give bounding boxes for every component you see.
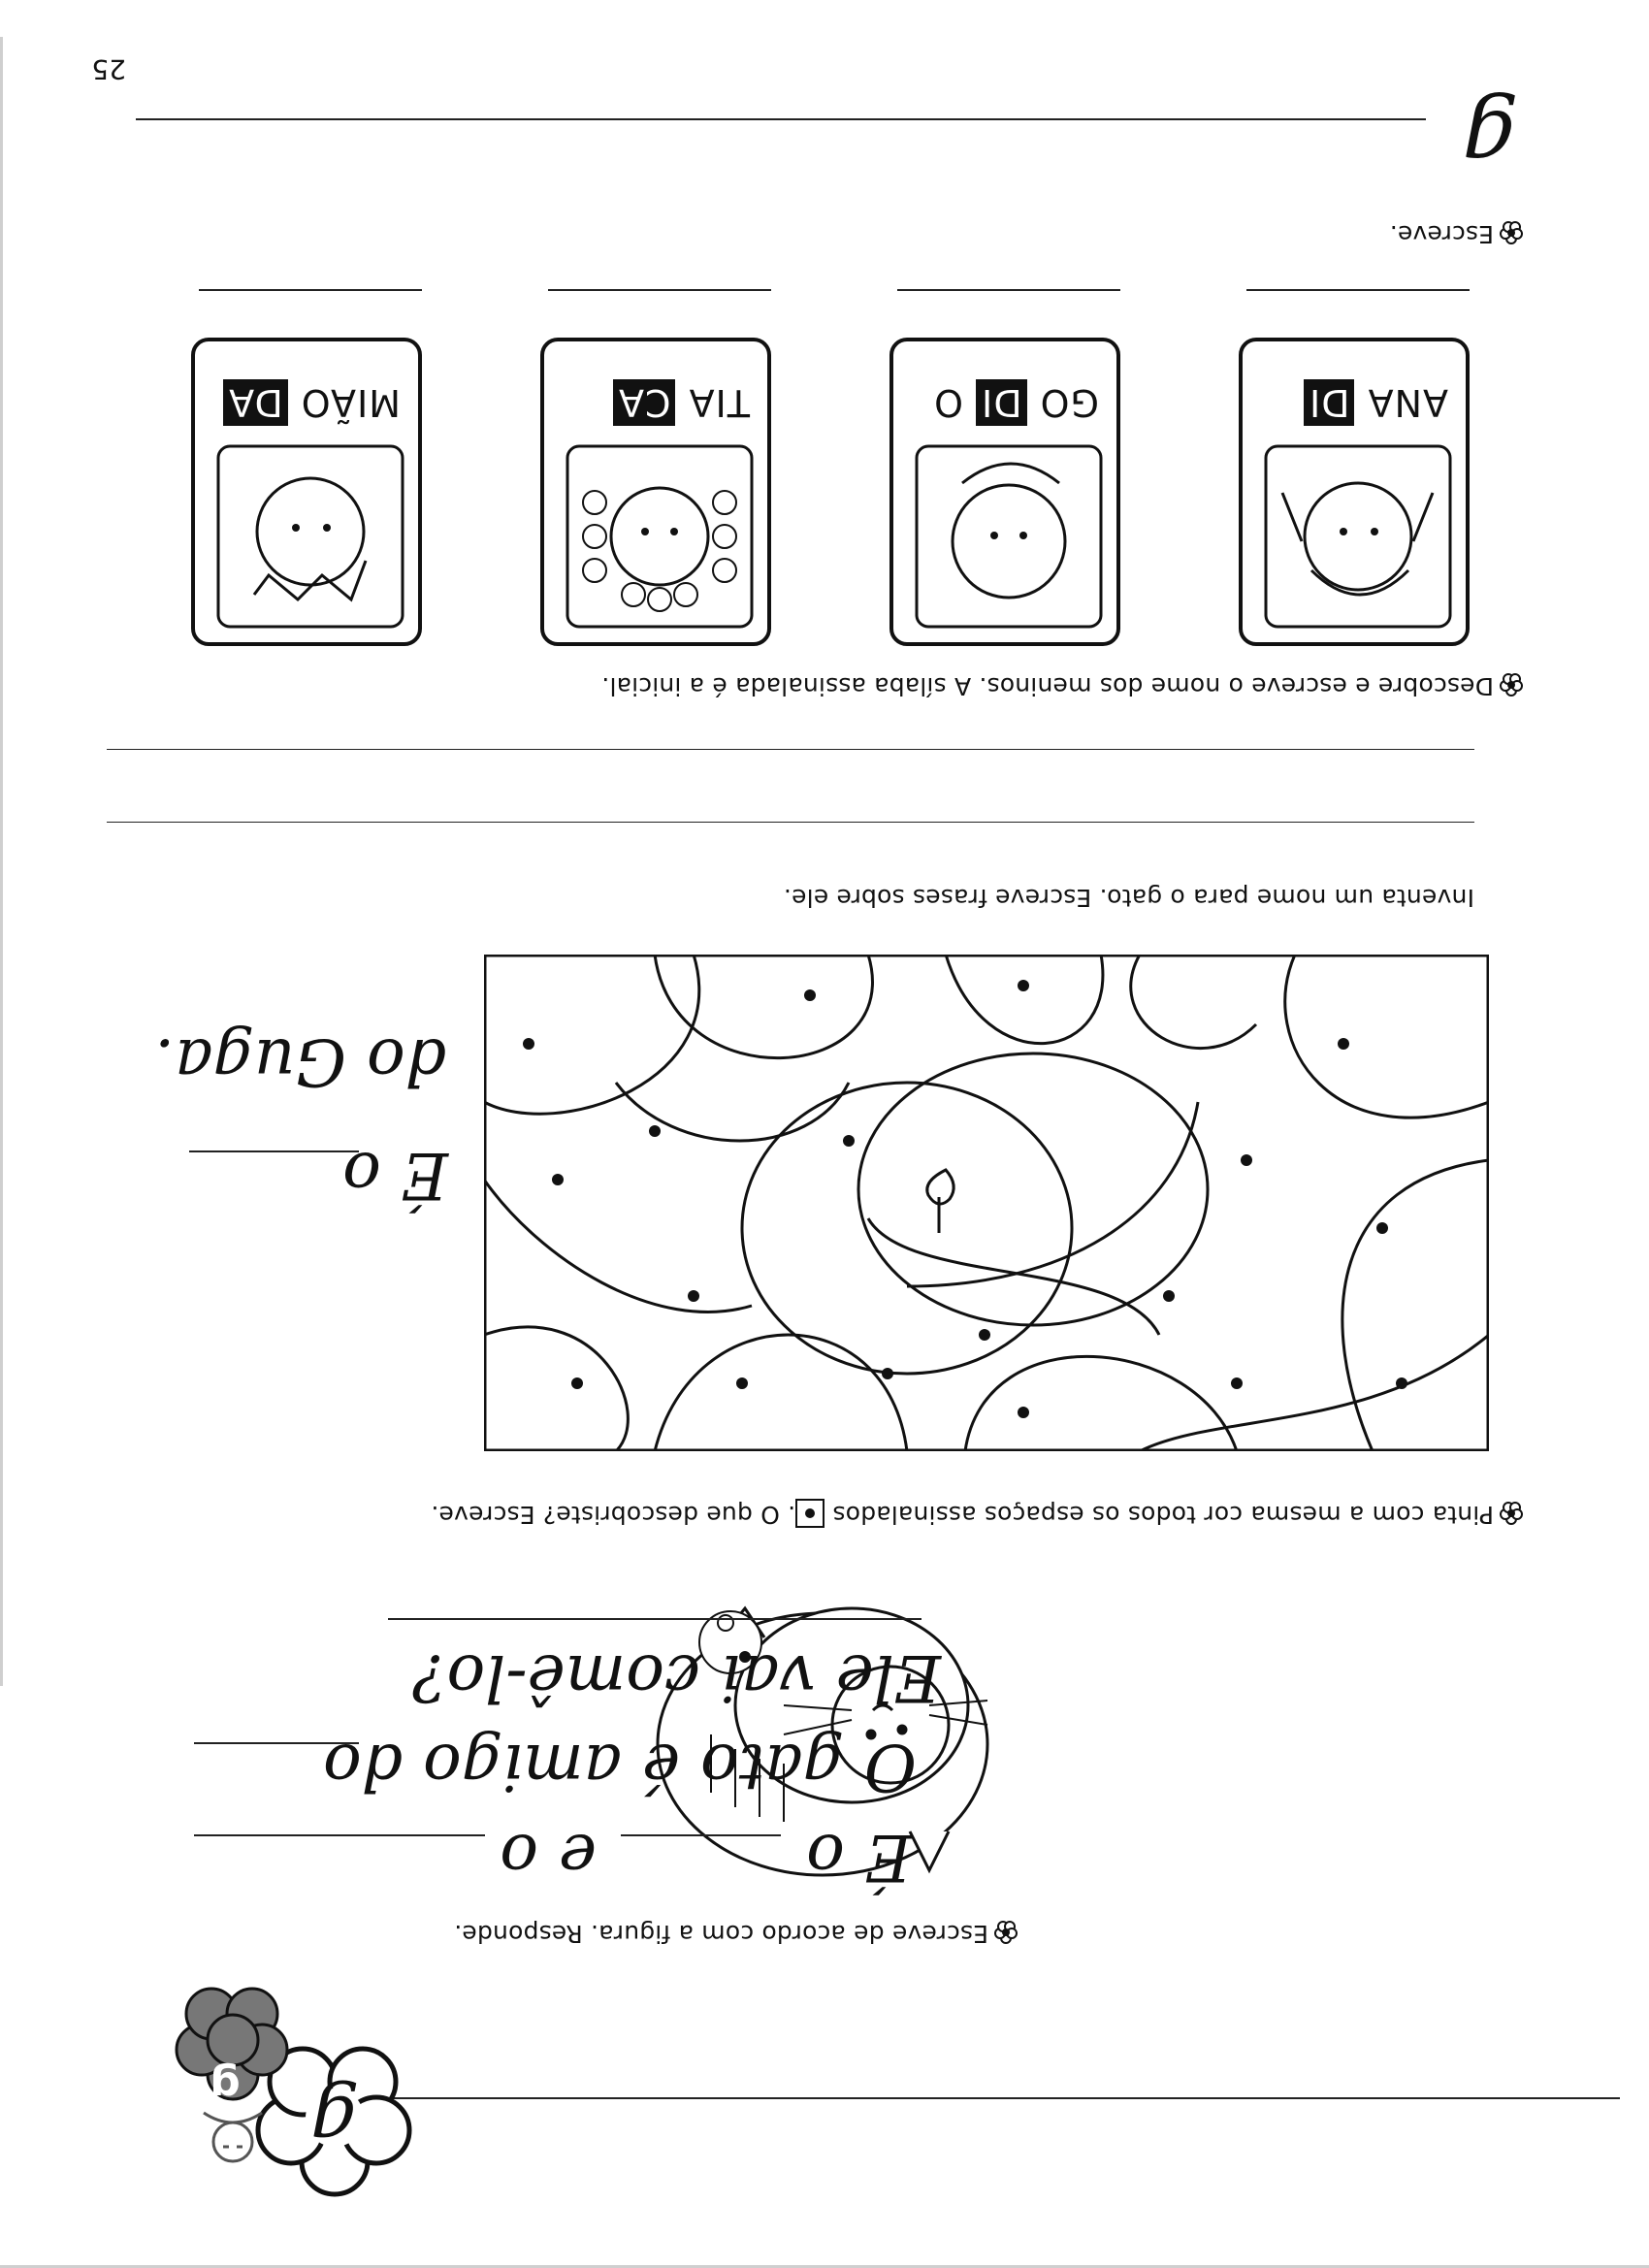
exercise5-instruction <box>1390 220 1523 248</box>
flower-bullet-icon <box>1500 221 1523 244</box>
exercise1-instruction <box>454 1920 1018 1948</box>
exercise1-blank3[interactable] <box>194 1742 359 1744</box>
dot-coloring-picture[interactable] <box>484 955 1489 1451</box>
card-3-syllable: CA <box>613 379 676 426</box>
scan-edge-right <box>0 37 3 1686</box>
flower-bullet-icon <box>1500 673 1523 697</box>
card-2-label: GO DI O <box>933 381 1099 424</box>
flower-bullet-icon <box>1500 1502 1523 1525</box>
name-card-4 <box>191 338 422 646</box>
dot-box-icon <box>795 1499 824 1528</box>
exercise2-answer-end: do Guga. <box>154 1024 446 1099</box>
name-answer-line-4[interactable] <box>199 289 422 291</box>
page-number: 25 <box>91 53 126 85</box>
exercise2-instruction <box>431 1499 1523 1529</box>
exercise2-answer-start: É o <box>342 1138 448 1213</box>
girl-portrait-icon <box>1264 444 1452 629</box>
boy-portrait-icon <box>915 444 1103 629</box>
exercise3-line2[interactable] <box>107 749 1474 750</box>
cat-sketch-icon <box>204 2113 262 2161</box>
name-card-2 <box>889 338 1120 646</box>
exercise5-instruction-text: Escreve. <box>1389 220 1494 248</box>
exercise1-instruction-text: Escreve de acordo com a figura. Responde. <box>454 1920 988 1948</box>
exercise5-model-letter: g <box>1462 90 1518 192</box>
curly-girl-portrait-icon <box>566 444 754 629</box>
exercise3-instruction: Inventa um nome para o gato. Escreve frases sobre ele. <box>783 884 1474 912</box>
exercise1-line3: Ele vai comê-lo? <box>412 1640 941 1715</box>
exercise1-blank2[interactable] <box>194 1834 485 1836</box>
name-answer-line-1[interactable] <box>1246 289 1470 291</box>
exercise2-instruction-part1: Pinta com a mesma cor todos os espaços assinalados <box>832 1501 1494 1529</box>
name-answer-line-2[interactable] <box>897 289 1120 291</box>
card-4-label: MIÃO DA <box>223 381 401 424</box>
name-card-1 <box>1239 338 1470 646</box>
flower-bullet-icon <box>994 1921 1018 1944</box>
exercise3-line1[interactable] <box>107 822 1474 823</box>
name-card-3 <box>540 338 771 646</box>
exercise5-writing-line[interactable] <box>136 118 1426 120</box>
boy-with-hat-portrait-icon <box>216 444 404 629</box>
card-2-syllable: DI <box>976 379 1026 426</box>
exercise4-instruction-text: Descobre e escreve o nome dos meninos. A sílaba assinalada é a inicial. <box>601 672 1494 700</box>
card-4-syllable: DA <box>223 379 288 426</box>
card-1-syllable: DI <box>1304 379 1354 426</box>
exercise1-line1-mid: e o <box>500 1820 597 1895</box>
card-3-label: TIA CA <box>613 381 750 424</box>
exercise2-blank[interactable] <box>189 1150 359 1152</box>
header-letter-badge: g <box>310 2079 359 2166</box>
header-rule <box>369 2097 1620 2099</box>
exercise1-line1-start: É o <box>806 1820 912 1895</box>
exercise1-blank1[interactable] <box>621 1834 781 1836</box>
card-1-label: ANA DI <box>1304 381 1448 424</box>
header-small-badge: g <box>210 2061 241 2111</box>
exercise1-answer-line[interactable] <box>388 1618 922 1620</box>
name-answer-line-3[interactable] <box>548 289 771 291</box>
exercise2-instruction-part2: . O que descobriste? Escreve. <box>431 1501 796 1529</box>
exercise1-line2: O gato é amigo do <box>323 1730 917 1804</box>
exercise4-instruction <box>601 672 1523 700</box>
